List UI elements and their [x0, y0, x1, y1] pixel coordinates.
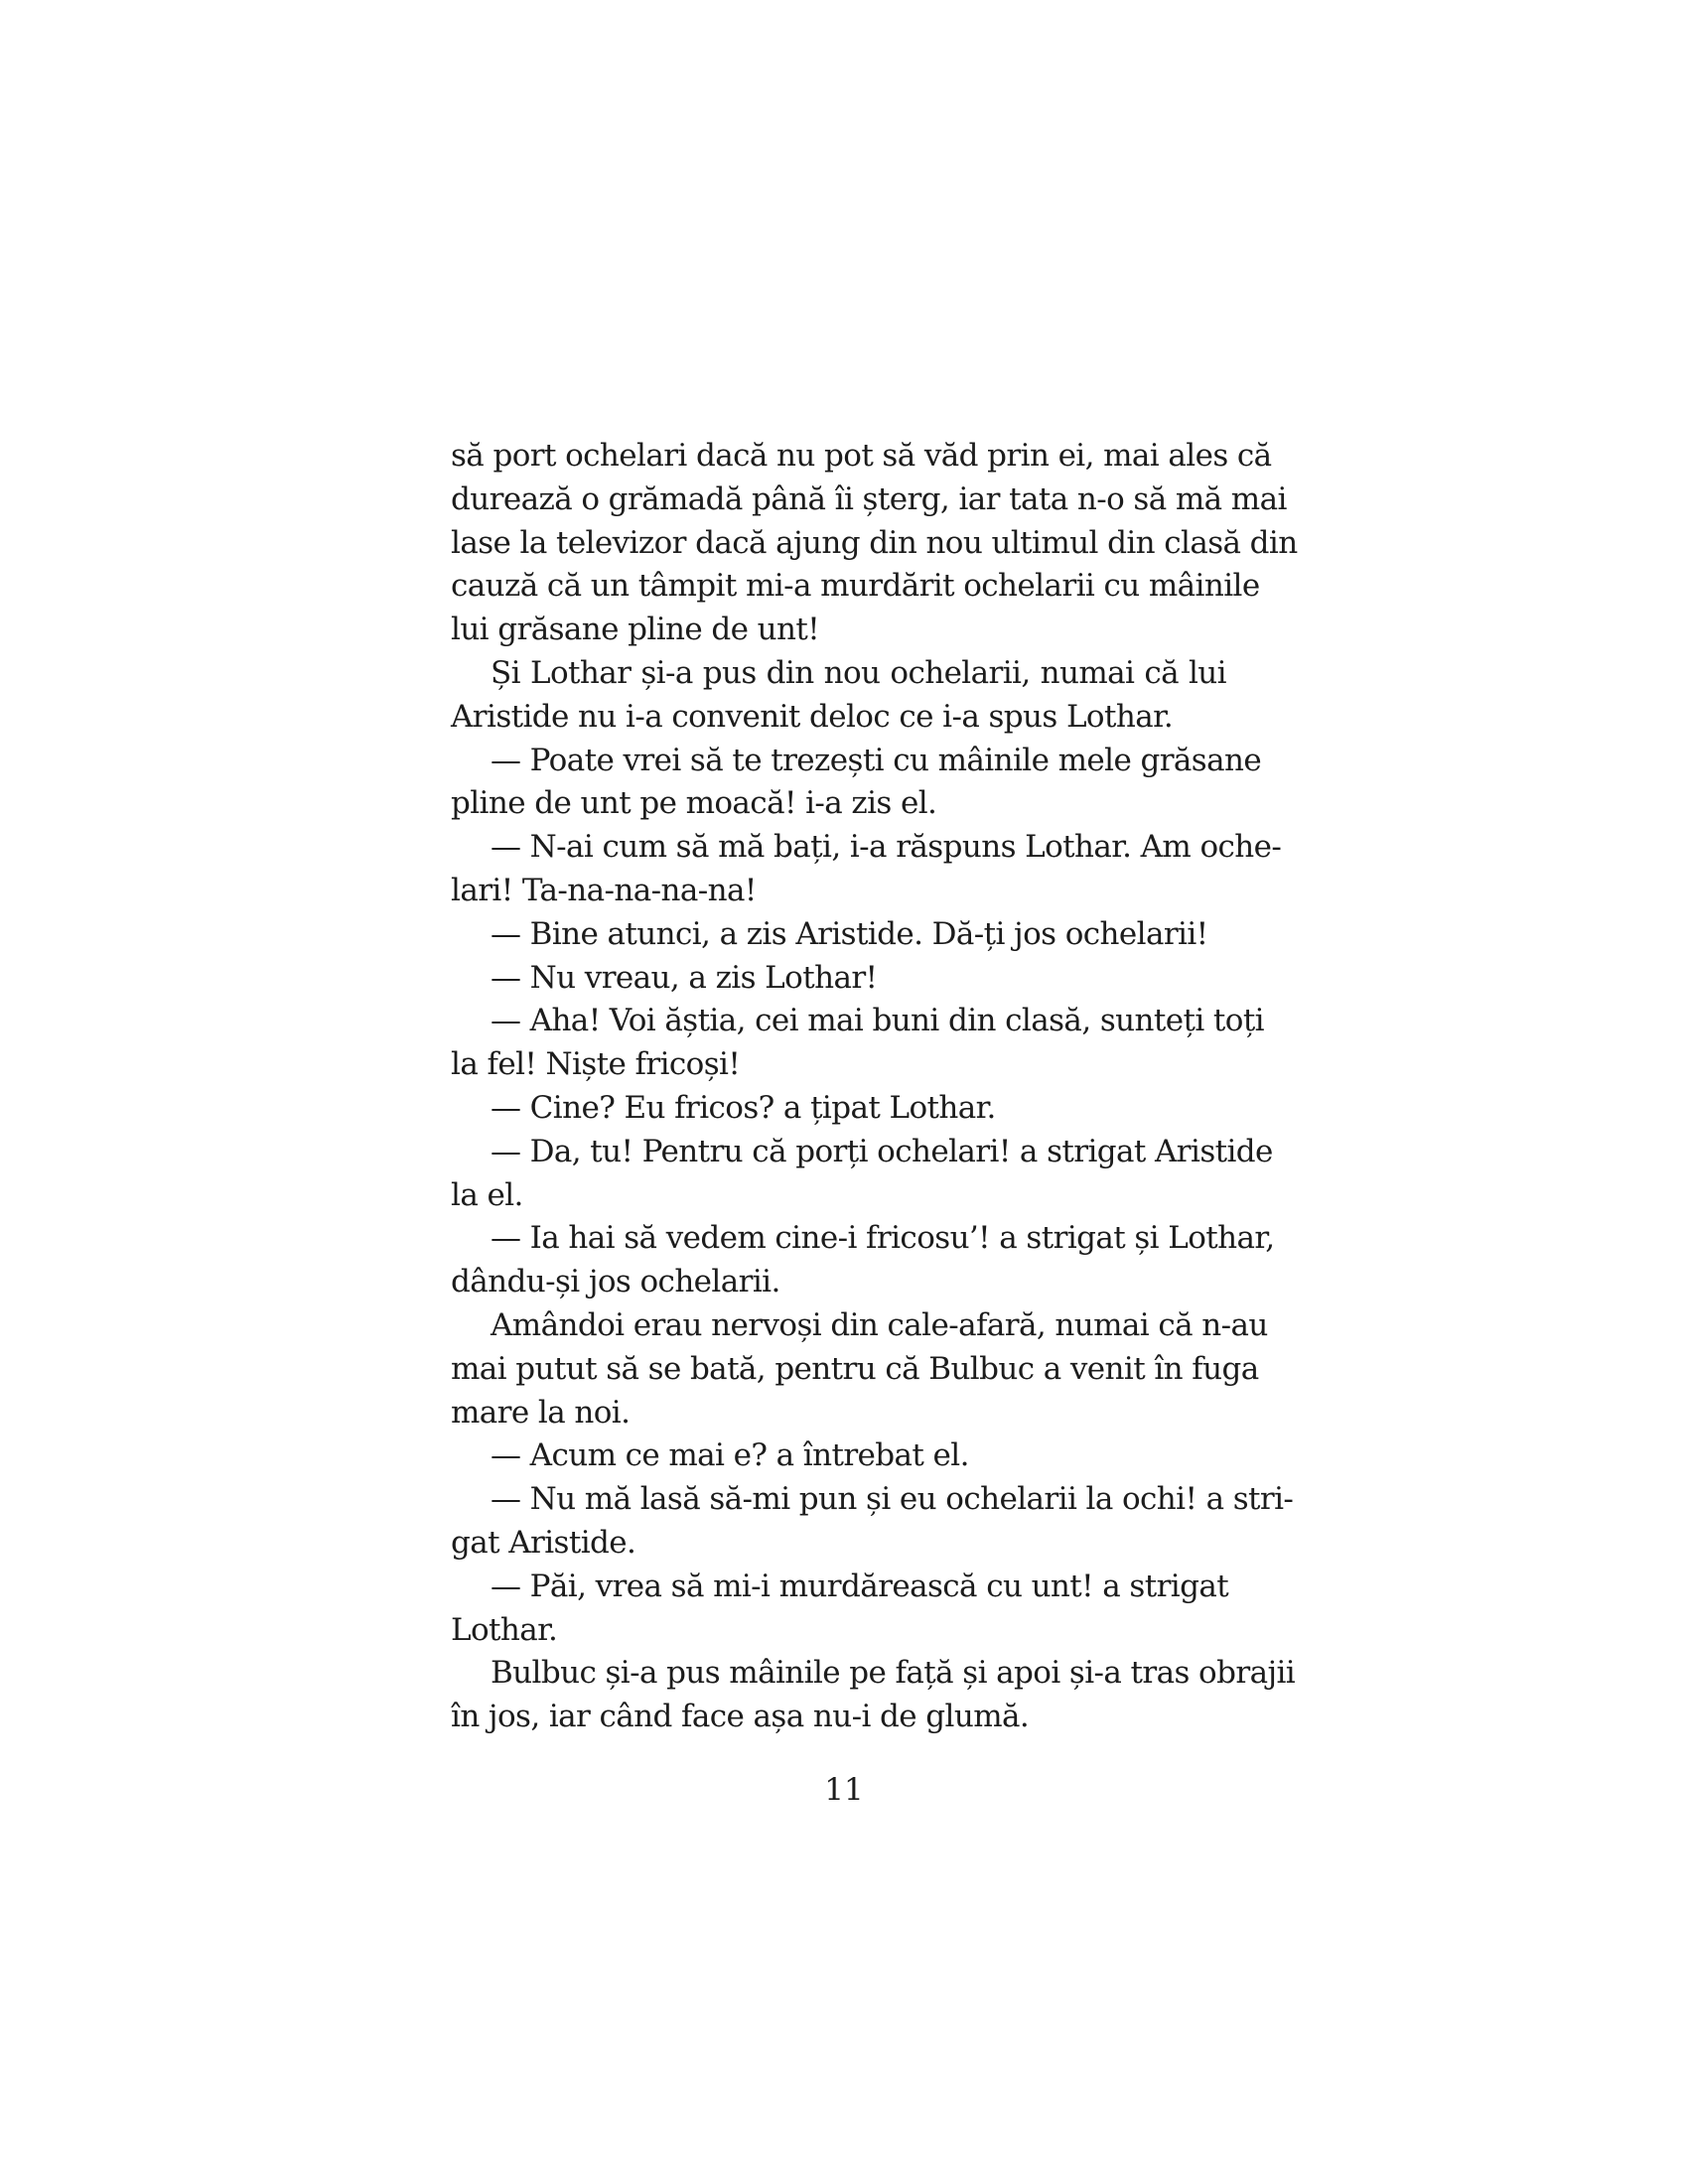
text-line: — Poate vrei să te trezești cu mâinile mele grăsane	[491, 742, 1262, 778]
text-line: dându-și jos ochelarii.	[451, 1264, 780, 1300]
text-line: — Da, tu! Pentru că porți ochelari! a strigat Aristide	[491, 1133, 1273, 1169]
text-line: să port ochelari dacă nu pot să văd prin ei, mai ales că	[451, 438, 1272, 474]
text-line: Lothar.	[451, 1611, 558, 1648]
text-line: pline de unt pe moacă! i-a zis el.	[451, 785, 937, 822]
text-line: — Cine? Eu fricos? a țipat Lothar.	[491, 1089, 996, 1126]
text-line: mare la noi.	[451, 1394, 631, 1431]
text-line: lui grăsane pline de unt!	[451, 612, 820, 648]
text-line: cauză că un tâmpit mi-a murdărit ochelarii cu mâinile	[451, 568, 1260, 605]
text-line: — Ia hai să vedem cine-i fricosu’! a strigat și Lothar,	[491, 1220, 1275, 1257]
text-line: — Acum ce mai e? a întrebat el.	[491, 1437, 969, 1474]
text-line: — Nu mă lasă să-mi pun și eu ochelarii la ochi! a stri-	[491, 1481, 1294, 1518]
text-line: — Păi, vrea să mi-i murdărească cu unt! a strigat	[491, 1568, 1229, 1604]
text-line: — Bine atunci, a zis Aristide. Dă-ți jos ochelarii!	[491, 915, 1208, 952]
text-line: durează o grămadă până îi șterg, iar tata n-o să mă mai	[451, 480, 1287, 517]
text-line: — N-ai cum să mă bați, i-a răspuns Lothar. Am oche-	[491, 829, 1282, 866]
text-line: — Nu vreau, a zis Lothar!	[491, 959, 878, 996]
text-line: mai putut să se bată, pentru că Bulbuc a venit în fuga	[451, 1350, 1259, 1387]
text-line: Și Lothar și-a pus din nou ochelarii, numai că lui	[491, 654, 1226, 691]
text-line: Amândoi erau nervoși din cale-afară, numai că n-au	[491, 1306, 1268, 1343]
text-line: în jos, iar când face așa nu-i de glumă.	[451, 1699, 1030, 1735]
text-line: lase la televizor dacă ajung din nou ultimul din clasă din	[451, 524, 1298, 561]
text-line: la el.	[451, 1176, 523, 1213]
text-line: — Aha! Voi ăștia, cei mai buni din clasă, sunteți toți	[491, 1003, 1264, 1039]
text-line: lari! Ta-na-na-na-na!	[451, 872, 757, 908]
text-line: la fel! Niște fricoși!	[451, 1046, 741, 1083]
text-line: Bulbuc și-a pus mâinile pe față și apoi și-a tras obrajii	[491, 1655, 1296, 1692]
page-number: 11	[824, 1772, 864, 1808]
text-line: Aristide nu i-a convenit deloc ce i-a spus Lothar.	[451, 698, 1174, 735]
body-text	[451, 435, 1298, 1739]
text-line: gat Aristide.	[451, 1524, 636, 1561]
